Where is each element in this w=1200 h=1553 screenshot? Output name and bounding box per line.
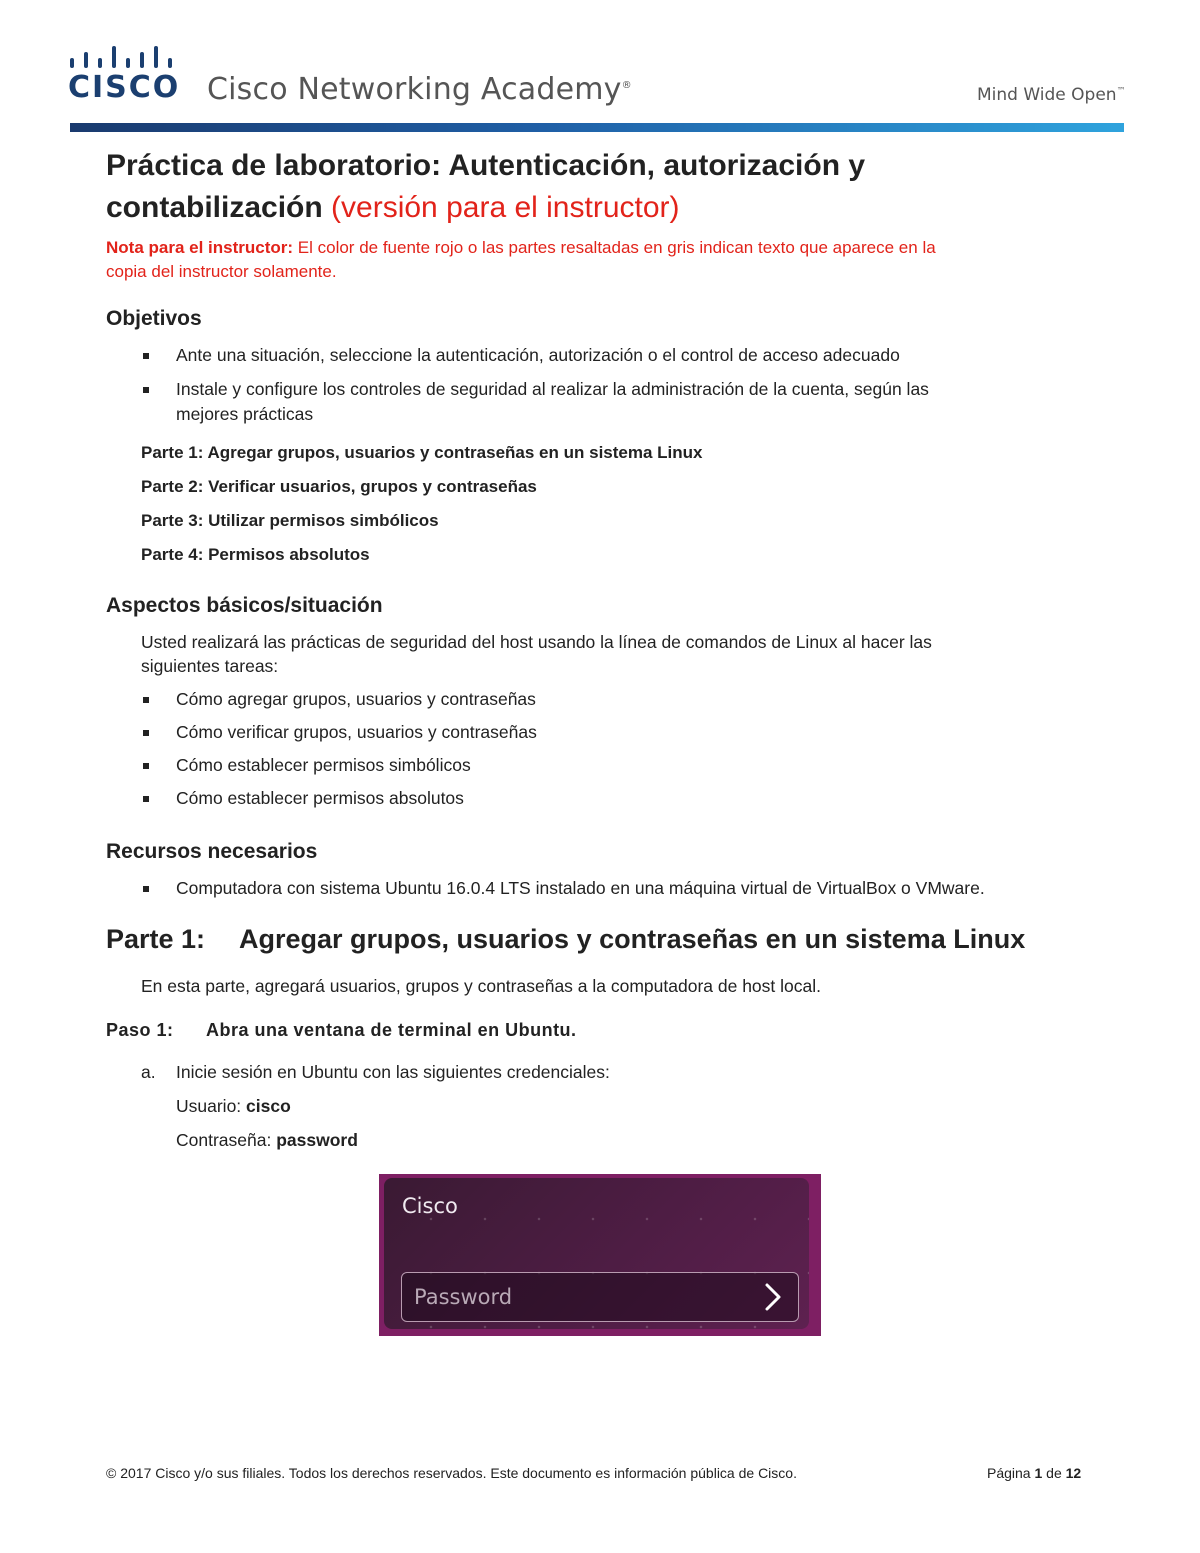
list-item: Cómo establecer permisos simbólicos [176, 753, 471, 778]
password-placeholder: Password [414, 1285, 513, 1309]
credential-user: Usuario: cisco [176, 1096, 291, 1116]
aspectos-heading: Aspectos básicos/situación [106, 594, 383, 617]
objective-part-4: Parte 4: Permisos absolutos [141, 545, 370, 564]
recursos-heading: Recursos necesarios [106, 840, 318, 863]
credential-password: Contraseña: password [176, 1130, 358, 1150]
cisco-wordmark: CISCO [68, 70, 181, 105]
objective-part-1: Parte 1: Agregar grupos, usuarios y contraseñas en un sistema Linux [141, 443, 703, 462]
page-title: Práctica de laboratorio: Autenticación, autorización y contabilización (versión para el instructor) [106, 149, 866, 224]
cisco-logo [68, 44, 180, 104]
objetivos-heading: Objetivos [106, 307, 202, 330]
aspectos-paragraph: Usted realizará las prácticas de seguridad del host usando la línea de comandos de Linux al hacer las siguientes tareas: [141, 632, 932, 676]
step-a-text: Inicie sesión en Ubuntu con las siguientes credenciales: [176, 1062, 610, 1082]
password-input[interactable] [401, 1272, 799, 1322]
ubuntu-login-screenshot [379, 1174, 821, 1336]
part1-heading: Parte 1: Agregar grupos, usuarios y contraseñas en un sistema Linux [106, 924, 1026, 954]
step1-heading: Paso 1: Abra una ventana de terminal en Ubuntu. [106, 1020, 577, 1040]
instructor-note: Nota para el instructor: El color de fuente rojo o las partes resaltadas en gris indican texto que aparece en la copia del instructor solamente. [106, 238, 936, 281]
tagline: Mind Wide Open™ [977, 85, 1126, 105]
objective-part-2: Parte 2: Verificar usuarios, grupos y contraseñas [141, 477, 537, 496]
header-rule [70, 123, 1124, 132]
instructor-version-label: (versión para el instructor) [331, 191, 680, 224]
chevron-right-icon[interactable] [760, 1281, 786, 1313]
list-item: Cómo establecer permisos absolutos [176, 786, 464, 811]
login-panel [384, 1178, 809, 1329]
page-number: Página 1 de 12 [987, 1465, 1082, 1481]
list-item: Instale y configure los controles de seguridad al realizar la administración de la cuenta, según las mejores prácticas [176, 377, 929, 427]
step-a-letter: a. [141, 1062, 156, 1082]
list-item: Cómo agregar grupos, usuarios y contraseñas [176, 687, 536, 712]
footer-copyright: © 2017 Cisco y/o sus filiales. Todos los derechos reservados. Este documento es información pública de Cisco. [106, 1465, 797, 1481]
list-item: Cómo verificar grupos, usuarios y contraseñas [176, 720, 537, 745]
list-item: Computadora con sistema Ubuntu 16.0.4 LTS instalado en una máquina virtual de VirtualBox o VMware. [176, 876, 985, 901]
objective-part-3: Parte 3: Utilizar permisos simbólicos [141, 511, 439, 530]
part1-intro: En esta parte, agregará usuarios, grupos y contraseñas a la computadora de host local. [141, 976, 821, 996]
academy-name: Cisco Networking Academy® [207, 72, 632, 107]
login-username: Cisco [402, 1194, 458, 1218]
list-item: Ante una situación, seleccione la autenticación, autorización o el control de acceso adecuado [176, 343, 900, 368]
